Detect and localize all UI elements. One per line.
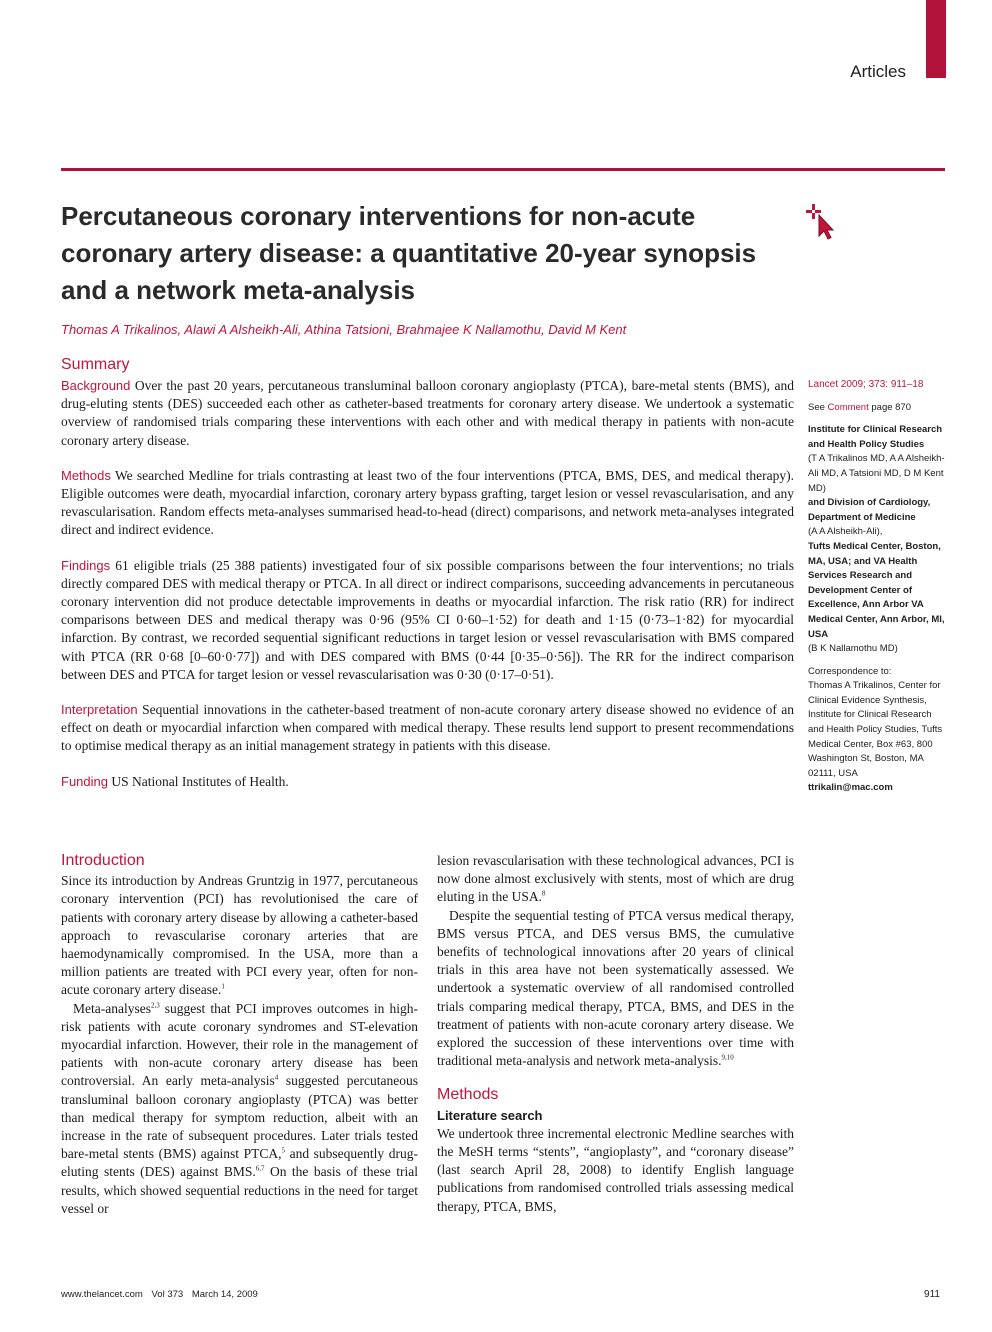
background-paragraph	[61, 377, 794, 450]
intro-p2-text: On the basis of these trial results, which showed sequential reductions in the need for target vessel or	[61, 1164, 418, 1216]
correspondence-address: Thomas A Trikalinos, Center for Clinical Evidence Synthesis, Institute for Clinical Research and Health Policy Studies, Tufts Medical Center, Box #63, 800 Washington St, Boston, MA 02111, USA	[808, 680, 943, 779]
affiliation-1-people: (T A Trikalinos MD, A A Alsheikh-Ali MD, A Tatsioni MD, D M Kent MD)	[808, 453, 945, 494]
reference-marker: 6,7	[255, 1164, 265, 1173]
affiliation-2: and Division of Cardiology, Department of Medicine	[808, 497, 931, 523]
interpretation-text: Sequential innovations in the catheter-based treatment of non-acute coronary artery disease showed no evidence of an effect on death or myocardial infarction when compared with medical therapy. These results lend support to present recommendations to optimise medical therapy as an initial management strategy in patients with this disease.	[61, 702, 795, 754]
findings-paragraph	[61, 557, 794, 684]
methods-label: Methods	[61, 467, 111, 483]
interpretation-label: Interpretation	[61, 702, 138, 718]
see-prefix: See	[808, 401, 828, 413]
reference-marker: 9,10	[721, 1053, 734, 1062]
methods-paragraph-1: We undertook three incremental electronic Medline searches with the MeSH terms “stents”, “angioplasty”, and “coronary disease” (last search April 28, 2008) to identify English language publications from randomised controlled trials assessing medical therapy, PTCA, BMS,	[437, 1125, 794, 1214]
body-column-right	[437, 852, 794, 1216]
affiliation-3: Tufts Medical Center, Boston, MA, USA; and VA Health Services Research and Development Center of Excellence, Ann Arbor VA Medical Center, Ann Arbor, MI, USA	[808, 540, 945, 640]
methods-text: We searched Medline for trials contrasting at least two of the four interventions (PTCA, BMS, DES, and medical therapy). Eligible outcomes were death, myocardial infarction, coronary artery bypass grafting, target lesion or vessel revascularisation, and any revascularisation. Random effects meta-analyses summarised head-to-head (direct) comparisons, and network meta-analyses integrated direct and indirect evidence.	[61, 467, 794, 538]
section-label: Articles	[850, 62, 906, 81]
journal-website[interactable]: www.thelancet.com	[61, 1289, 143, 1300]
article-title: Percutaneous coronary interventions for non-acute coronary artery disease: a quantitative 20-year synopsis and a network meta-analysis	[61, 201, 757, 305]
issue-date: March 14, 2009	[191, 1289, 258, 1300]
intro-paragraph-1	[61, 872, 418, 999]
journal-citation: Lancet 2009; 373: 911–18	[808, 379, 924, 390]
reference-marker: 8	[542, 889, 546, 898]
intro-p4-text: Despite the sequential testing of PTCA versus medical therapy, BMS versus PTCA, and DES versus BMS, the cumulative benefits of technological innovations after 20 years of clinical trials in this area have not been systematically assessed. We undertook a systematic overview of all randomised controlled trials comparing medical therapy, PTCA, BMS, and DES in the treatment of patients with non-acute coronary artery disease. We explored the succession of these interventions over time with traditional meta-analysis and network meta-analysis.	[437, 907, 794, 1069]
affiliation-2-people: (A A Alsheikh-Ali),	[808, 526, 883, 538]
affiliation-3-people: (B K Nallamothu MD)	[808, 643, 898, 655]
correspondence-email[interactable]: ttrikalin@mac.com	[808, 782, 893, 794]
see-comment	[808, 401, 948, 416]
intro-p2-text: Meta-analyses	[73, 1000, 151, 1016]
intro-p2-text: and subsequently drug-eluting stents (DES) against BMS.	[61, 1146, 418, 1180]
funding-paragraph	[61, 773, 794, 791]
header-rule	[61, 168, 945, 171]
reference-marker: 4	[274, 1073, 279, 1082]
findings-text: 61 eligible trials (25 388 patients) investigated four of six possible comparisons between the four interventions; no trials directly compared DES with medical therapy or PTCA. In all direct or indirect comparisons, succeeding advancements in percutaneous coronary intervention did not produce detectable improvements in deaths or myocardial infarction. The risk ratio (RR) for indirect comparisons between DES and medical therapy was 0·96 (95% CI 0·60–1·52) for death and 1·15 (0·73–1·82) for myocardial infarction. By contrast, we recorded sequential significant reductions in target lesion or vessel revascularisation with BMS compared with PTCA (RR 0·68 [0–60·0·77]) and with DES compared with BMS (0·44 [0·35–0·56]). The RR for the indirect comparison between DES and PTCA for target lesion or vessel revascularisation was 0·30 (0·17–0·51).	[61, 557, 794, 682]
article-sidebar	[808, 378, 948, 796]
introduction-heading: Introduction	[61, 852, 145, 869]
methods-heading: Methods	[437, 1086, 499, 1104]
reference-marker: 2,3	[150, 1001, 160, 1010]
intro-paragraph-3	[437, 907, 794, 1071]
intro-p2-text: suggest that PCI improves outcomes in high-risk patients with acute coronary syndromes and ST-elevation myocardial infarction. However, their role in the management of patients with non-acute coronary artery disease has been controversial. An early meta-analysis	[61, 1000, 418, 1089]
summary-body	[61, 377, 794, 808]
findings-label: Findings	[61, 557, 111, 573]
journal-volume: Vol 373	[151, 1289, 184, 1300]
comment-link[interactable]: Comment	[827, 401, 869, 413]
page-footer	[61, 1289, 264, 1300]
interpretation-paragraph	[61, 701, 794, 756]
funding-label: Funding	[61, 773, 108, 789]
page-number: 911	[924, 1289, 940, 1300]
correspondence-label: Correspondence to:	[808, 665, 892, 677]
intro-p1-text: Since its introduction by Andreas Gruntzig in 1977, percutaneous coronary intervention (PCI) has revolutionised the care of patients with coronary artery disease by allowing a catheter-based approach to revascularise coronary arteries that are haemodynamically compromised. In the USA, more than a million patients are treated with PCI every year, often for non-acute coronary artery disease.	[61, 873, 418, 998]
literature-search-subheading: Literature search	[437, 1107, 543, 1123]
reference-marker: 5	[281, 1146, 285, 1155]
crossmark-icon[interactable]	[806, 204, 836, 245]
background-text: Over the past 20 years, percutaneous transluminal balloon coronary angioplasty (PTCA), bare-metal stents (BMS), and drug-eluting stents (DES) succeeded each other as catheter-based treatments for coronary artery disease. We undertook a systematic overview of randomised trials comparing these interventions with each other and with medical therapy in patients with non-acute coronary artery disease.	[61, 378, 794, 448]
summary-heading: Summary	[61, 356, 130, 373]
background-label: Background	[61, 378, 131, 393]
body-column-left	[61, 852, 418, 1218]
intro-p2-text: suggested percutaneous transluminal balloon coronary angioplasty (PTCA) was better than medical therapy for symptom reduction, albeit with an increase in the rate of subsequent procedures. Later trials tested bare-metal stents (BMS) against PTCA,	[61, 1073, 418, 1162]
intro-paragraph-2-continued	[437, 852, 794, 907]
affiliation-1: Institute for Clinical Research and Health Policy Studies	[808, 424, 943, 450]
methods-paragraph	[61, 467, 794, 540]
author-list: Thomas A Trikalinos, Alawi A Alsheikh-Ali, Athina Tatsioni, Brahmajee K Nallamothu, David M Kent	[61, 322, 627, 337]
intro-paragraph-2	[61, 1000, 418, 1218]
funding-text: US National Institutes of Health.	[111, 773, 289, 789]
section-color-tab	[926, 0, 946, 78]
see-suffix: page 870	[868, 401, 911, 413]
reference-marker: 1	[221, 982, 225, 991]
intro-p3-text: lesion revascularisation with these technological advances, PCI is now done almost exclusively with stents, most of which are drug eluting in the USA.	[437, 853, 794, 905]
